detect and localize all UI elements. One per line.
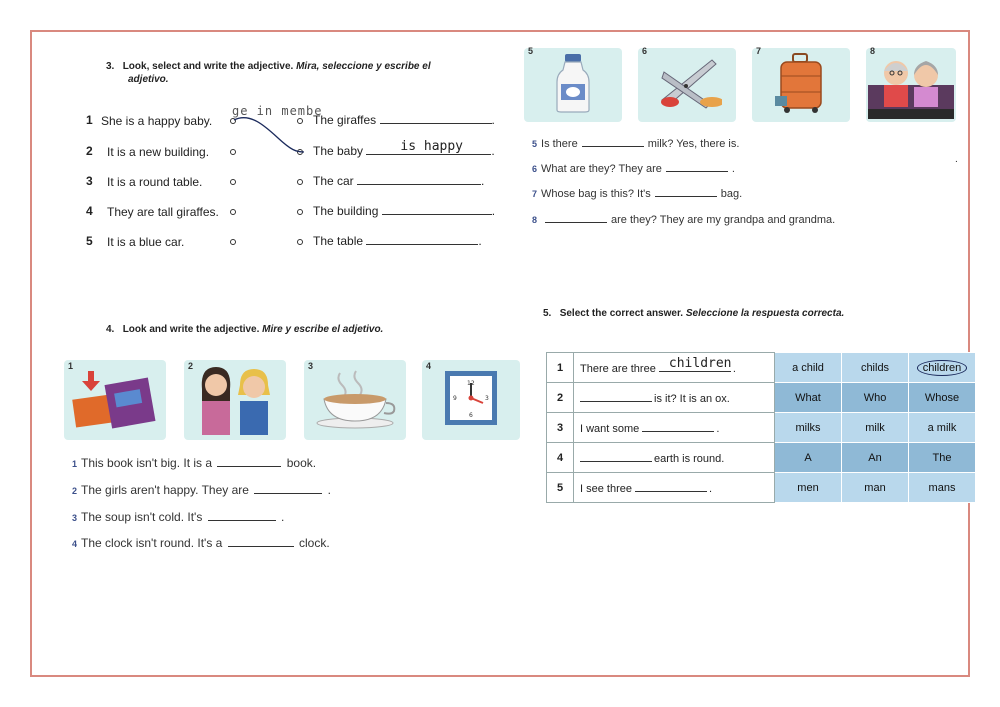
option-label[interactable]: childs — [860, 361, 890, 374]
picture-number: 7 — [756, 46, 762, 56]
table-row — [547, 413, 976, 443]
option-cell[interactable] — [909, 443, 976, 473]
option-cell[interactable] — [909, 413, 976, 443]
question-after: earth is round. — [654, 452, 725, 465]
option-label[interactable]: mans — [928, 481, 956, 494]
option-cell[interactable] — [842, 443, 909, 473]
sentence-before: Is there — [541, 138, 578, 150]
answer-table — [546, 352, 976, 503]
svg-text:3: 3 — [485, 394, 489, 402]
row-number: 2 — [547, 383, 574, 413]
sentence-before: The clock isn't round. It's a — [81, 536, 223, 550]
right-sentence: The baby — [313, 144, 364, 158]
svg-text:6: 6 — [469, 411, 473, 419]
sentence-after: . — [281, 510, 285, 524]
option-label[interactable]: An — [868, 451, 882, 464]
soup-bowl-icon — [310, 367, 400, 434]
answer-blank[interactable] — [208, 510, 276, 521]
option-label[interactable]: Whose — [924, 391, 960, 404]
answer-blank[interactable] — [254, 483, 322, 494]
question-before: I see three — [580, 482, 632, 495]
answer-blank[interactable] — [382, 204, 492, 215]
answer-blank[interactable] — [580, 391, 652, 402]
sentence-after: . — [327, 483, 331, 497]
sentence-before: The girls aren't happy. They are — [81, 483, 249, 497]
option-cell[interactable] — [775, 353, 842, 383]
question-cell — [574, 413, 775, 443]
milk-bottle-icon — [553, 52, 593, 119]
item-number: 4 — [86, 204, 93, 218]
sentence-after: clock. — [299, 536, 330, 550]
item-number: 2 — [86, 144, 93, 158]
option-label[interactable]: The — [932, 451, 952, 464]
picture-number: 5 — [528, 46, 534, 56]
matching-line — [230, 112, 310, 157]
picture-card — [304, 360, 406, 440]
table-row — [547, 383, 976, 413]
answer-blank[interactable] — [357, 174, 481, 185]
sentence-row — [532, 136, 739, 150]
clock-icon — [439, 367, 503, 434]
sentence-row — [532, 212, 835, 226]
sentence-row — [532, 186, 742, 200]
svg-text:9: 9 — [453, 394, 457, 402]
answer-blank[interactable] — [380, 113, 492, 124]
match-dot-left[interactable] — [230, 179, 236, 185]
sentence-row — [72, 536, 330, 550]
sentence-number: 5 — [532, 139, 538, 149]
scissors-icon — [652, 52, 722, 119]
exercise-3-title: 3. Look, select and write the adjective. Mira, seleccione y escribe el adjetivo. — [106, 61, 431, 85]
picture-card — [866, 48, 956, 122]
option-label[interactable]: milk — [865, 421, 885, 434]
question-cell — [574, 443, 775, 473]
left-sentence: She is a happy baby. — [101, 114, 213, 128]
option-label[interactable]: a milk — [927, 421, 957, 434]
answer-blank[interactable] — [228, 536, 294, 547]
table-row — [547, 473, 976, 503]
picture-card — [752, 48, 850, 122]
match-dot-right[interactable] — [297, 179, 303, 185]
question-before: I want some — [580, 422, 640, 435]
books-icon — [70, 367, 160, 434]
option-cell[interactable] — [842, 383, 909, 413]
sentence-before: What are they? They are — [541, 163, 662, 175]
option-label[interactable]: a child — [792, 361, 824, 374]
option-cell[interactable] — [775, 383, 842, 413]
option-cell[interactable] — [842, 353, 909, 383]
picture-number: 2 — [188, 361, 194, 371]
option-label[interactable]: Who — [863, 391, 887, 404]
grandparents-icon — [866, 47, 956, 124]
picture-number: 1 — [68, 361, 74, 371]
table-row — [547, 353, 976, 383]
right-sentence-row: The baby is happy . — [313, 139, 495, 158]
sentence-before: The soup isn't cold. It's — [81, 510, 203, 524]
answer-blank[interactable] — [666, 161, 728, 172]
sentence-row — [72, 510, 284, 524]
item-number: 5 — [86, 234, 93, 248]
row-number: 4 — [547, 443, 574, 473]
picture-number: 3 — [308, 361, 314, 371]
option-label[interactable]: men — [797, 481, 819, 494]
right-sentence: The giraffes — [313, 113, 377, 127]
answer-blank[interactable] — [642, 421, 714, 432]
question-before: There are three — [580, 362, 656, 375]
option-label[interactable]: milks — [795, 421, 821, 434]
picture-number: 6 — [642, 46, 648, 56]
option-cell[interactable] — [775, 413, 842, 443]
table-row — [547, 443, 976, 473]
question-after: . — [709, 482, 713, 495]
svg-text:12: 12 — [467, 379, 475, 387]
right-sentence-row: The giraffes . — [313, 113, 495, 127]
answer-blank[interactable] — [582, 136, 644, 147]
sentence-number: 2 — [72, 486, 78, 496]
question-cell — [574, 353, 775, 383]
question-cell — [574, 473, 775, 503]
answer-blank[interactable] — [545, 212, 607, 223]
question-after: is it? It is an ox. — [654, 392, 730, 405]
question-cell — [574, 383, 775, 413]
sentence-row — [72, 483, 331, 497]
option-cell[interactable] — [842, 473, 909, 503]
option-cell[interactable] — [909, 353, 976, 383]
circled-option[interactable]: children — [917, 360, 968, 376]
sentence-number: 6 — [532, 164, 538, 174]
option-cell[interactable] — [909, 383, 976, 413]
exercise-5-title: 5. Select the correct answer. Seleccione la respuesta correcta. — [543, 308, 845, 319]
match-dot-left[interactable] — [230, 239, 236, 245]
left-sentence: They are tall giraffes. — [107, 205, 219, 219]
handwritten-answer: is happy — [400, 139, 464, 154]
picture-card — [638, 48, 736, 122]
row-number: 3 — [547, 413, 574, 443]
question-after: . — [732, 362, 736, 375]
question-after: . — [716, 422, 720, 435]
answer-blank[interactable] — [635, 481, 707, 492]
option-cell[interactable] — [842, 413, 909, 443]
left-sentence: It is a round table. — [107, 175, 203, 189]
picture-number: 8 — [870, 46, 876, 56]
sentence-row — [532, 161, 735, 175]
picture-card — [64, 360, 166, 440]
answer-blank[interactable] — [217, 456, 281, 467]
match-dot-right[interactable] — [297, 239, 303, 245]
sentence-after: are they? They are my grandpa and grandma. — [611, 214, 836, 226]
handwritten-answer: children — [668, 355, 732, 371]
option-label[interactable]: man — [864, 481, 886, 494]
option-cell[interactable] — [775, 473, 842, 503]
exercise-4-title: 4. Look and write the adjective. Mire y escribe el adjetivo. — [106, 324, 384, 335]
sentence-number: 7 — [532, 189, 538, 199]
right-sentence: The building — [313, 204, 379, 218]
sentence-after: book. — [286, 456, 317, 470]
sentence-after: milk? Yes, there is. — [647, 138, 740, 150]
sentence-number: 1 — [72, 459, 78, 469]
sentence-before: Whose bag is this? It's — [541, 188, 651, 200]
item-number: 3 — [86, 174, 93, 188]
picture-card — [524, 48, 622, 122]
sentence-after: . — [731, 163, 735, 175]
answer-blank[interactable] — [659, 355, 732, 372]
right-sentence: The table — [313, 234, 364, 248]
picture-card — [422, 360, 520, 440]
item-number: 1 — [86, 113, 93, 127]
stray-dot: . — [955, 154, 958, 165]
sentence-number: 3 — [72, 513, 78, 523]
answer-blank[interactable] — [655, 186, 717, 197]
sentence-row — [72, 456, 316, 470]
answer-blank[interactable] — [366, 234, 478, 245]
option-cell[interactable] — [909, 473, 976, 503]
left-sentence: It is a new building. — [107, 145, 210, 159]
match-dot-left[interactable] — [230, 209, 236, 215]
suitcase-icon — [771, 52, 831, 119]
option-label[interactable]: A — [804, 451, 812, 464]
scribble-text: ge in membe — [232, 104, 323, 118]
right-sentence-row: The car . — [313, 174, 485, 188]
girls-icon — [190, 359, 280, 442]
left-sentence: It is a blue car. — [107, 235, 185, 249]
answer-blank[interactable] — [580, 451, 652, 462]
sentence-number: 4 — [72, 539, 78, 549]
sentence-before: This book isn't big. It is a — [81, 456, 213, 470]
right-sentence-row: The building . — [313, 204, 496, 218]
row-number: 5 — [547, 473, 574, 503]
picture-number: 4 — [426, 361, 432, 371]
right-sentence-row: The table . — [313, 234, 482, 248]
sentence-number: 8 — [532, 215, 538, 225]
right-sentence: The car — [313, 174, 354, 188]
match-dot-right[interactable] — [297, 209, 303, 215]
row-number: 1 — [547, 353, 574, 383]
option-cell[interactable] — [775, 443, 842, 473]
picture-card — [184, 360, 286, 440]
option-label[interactable]: What — [795, 391, 821, 404]
sentence-after: bag. — [720, 188, 743, 200]
